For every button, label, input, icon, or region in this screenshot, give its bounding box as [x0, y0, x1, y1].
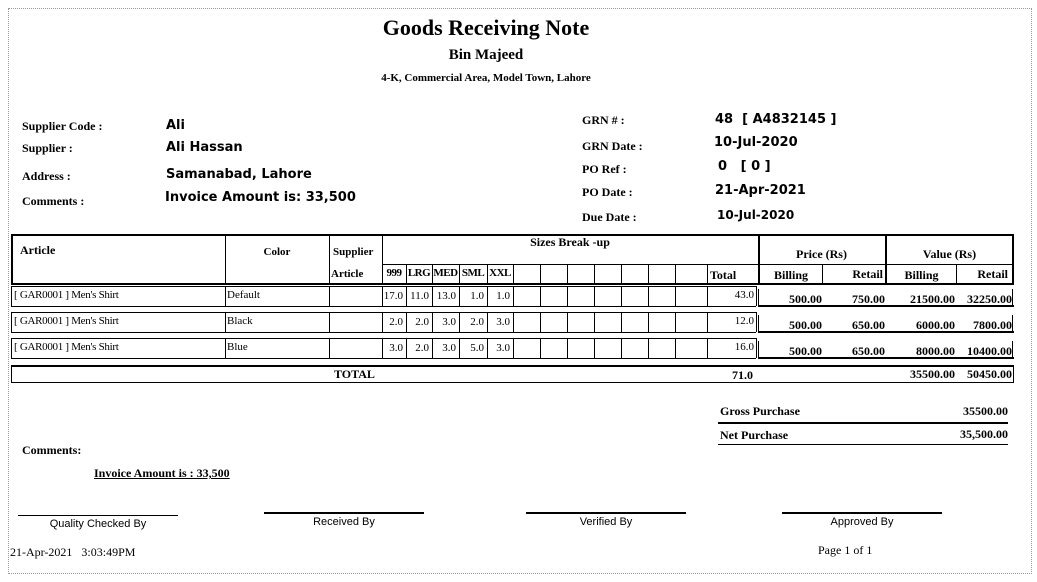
footer-comments-text: Invoice Amount is : 33,500 — [94, 466, 230, 480]
row-size-qty: 13.0 — [436, 290, 456, 302]
row-price-retail: 650.00 — [852, 344, 885, 358]
row-size-qty: 17.0 — [383, 290, 403, 302]
totals-top-rule — [11, 365, 1014, 367]
row-value-billing: 6000.00 — [916, 318, 955, 332]
header-size-lrg: LRG — [407, 267, 431, 279]
row-size-rule — [621, 286, 622, 306]
row-size-rule — [594, 338, 595, 358]
row-size-qty: 2.0 — [389, 316, 403, 328]
signature-line-verified — [526, 512, 686, 514]
supplier-label: Supplier : — [22, 141, 73, 155]
gross-purchase-label: Gross Purchase — [720, 404, 800, 418]
row-size-rule — [540, 312, 541, 332]
grn-date-value: 10-Jul-2020 — [714, 135, 798, 150]
sizes-subheader-rule — [382, 264, 758, 265]
row-size-qty: 3.0 — [496, 316, 510, 328]
comments-value: Invoice Amount is: 33,500 — [165, 190, 356, 205]
size-col-divider — [567, 264, 568, 283]
company-name: Bin Majeed — [448, 47, 524, 63]
header-value-retail: Retail — [977, 267, 1008, 281]
header-size-999: 999 — [386, 267, 402, 279]
row-end-rule — [756, 312, 757, 332]
row-size-qty: 2.0 — [415, 342, 429, 354]
header-price: Price (Rs) — [796, 247, 847, 261]
row-size-rule — [675, 286, 676, 306]
row-size-qty: 1.0 — [470, 290, 484, 302]
summary-bottom-line — [718, 444, 1008, 445]
row-size-qty: 3.0 — [442, 342, 456, 354]
row-size-rule — [675, 312, 676, 332]
grn-date-label: GRN Date : — [582, 139, 643, 153]
size-col-divider — [594, 264, 595, 283]
row-size-qty: 3.0 — [442, 316, 456, 328]
report-title: Goods Receiving Note — [382, 15, 590, 40]
header-color: Color — [263, 246, 291, 258]
row-top-rule — [11, 286, 756, 287]
row-size-qty: 2.0 — [415, 316, 429, 328]
totals-value-billing: 35500.00 — [910, 367, 955, 381]
signature-verified: Verified By — [579, 516, 633, 528]
row-size-rule — [540, 286, 541, 306]
size-col-divider — [648, 264, 649, 283]
header-sizes-breakup: Sizes Break -up — [530, 235, 610, 249]
row-color: Default — [227, 289, 260, 301]
row-left-rule — [11, 286, 12, 306]
row-bottom-rule — [11, 358, 756, 359]
row-size-qty: 3.0 — [496, 342, 510, 354]
row-size-rule — [648, 286, 649, 306]
signature-line-quality — [18, 515, 178, 516]
net-purchase-label: Net Purchase — [720, 428, 789, 442]
row-size-rule — [594, 312, 595, 332]
totals-value-retail: 50450.00 — [967, 367, 1012, 381]
header-size-sml: SML — [461, 267, 485, 279]
company-address: 4-K, Commercial Area, Model Town, Lahore — [381, 72, 591, 84]
row-left-rule — [11, 338, 12, 358]
row-value-retail: 7800.00 — [973, 318, 1012, 332]
row-total-qty: 43.0 — [734, 289, 754, 301]
signature-line-received — [264, 512, 424, 514]
totals-left-rule — [11, 365, 12, 383]
report-page — [8, 8, 1032, 574]
address-label: Address : — [22, 169, 71, 183]
size-col-divider — [621, 264, 622, 283]
size-col-divider — [540, 264, 541, 283]
size-col-divider — [707, 264, 708, 283]
due-date-value: 10-Jul-2020 — [717, 208, 795, 222]
row-size-rule — [675, 338, 676, 358]
row-size-qty: 5.0 — [470, 342, 484, 354]
row-price-left — [758, 289, 759, 306]
po-ref-label: PO Ref : — [582, 162, 627, 176]
row-top-rule — [11, 338, 756, 339]
row-value-retail: 10400.00 — [967, 344, 1012, 358]
row-price-left — [758, 315, 759, 332]
row-col-rule — [225, 286, 226, 306]
row-price-retail: 750.00 — [852, 292, 885, 306]
row-value-right — [1012, 315, 1013, 332]
header-supplier: Supplier — [333, 246, 374, 258]
header-size-med: MED — [433, 267, 458, 279]
row-col-rule — [329, 286, 330, 306]
signature-received: Received By — [313, 516, 375, 528]
row-size-rule — [513, 338, 514, 358]
row-col-rule — [225, 338, 226, 358]
row-color: Black — [227, 315, 253, 327]
row-size-qty: 3.0 — [389, 342, 403, 354]
row-col-rule — [225, 312, 226, 332]
size-col-divider — [675, 264, 676, 283]
row-value-right — [1012, 289, 1013, 306]
signature-line-approved — [782, 512, 942, 514]
row-size-qty: 2.0 — [470, 316, 484, 328]
row-col-rule — [329, 312, 330, 332]
summary-divider — [718, 422, 1008, 424]
row-size-rule — [513, 286, 514, 306]
row-end-rule — [756, 286, 757, 306]
row-size-rule — [567, 286, 568, 306]
signature-quality-checked: Quality Checked By — [49, 518, 147, 530]
row-size-rule — [540, 338, 541, 358]
row-size-qty: 11.0 — [410, 290, 429, 302]
size-col-divider — [513, 264, 514, 283]
row-article: [ GAR0001 ] Men's Shirt — [14, 315, 119, 327]
price-value-subrule — [758, 264, 1014, 265]
row-size-rule — [621, 338, 622, 358]
row-price-billing: 500.00 — [789, 344, 822, 358]
totals-label: TOTAL — [334, 367, 375, 381]
row-color: Blue — [227, 341, 248, 353]
row-end-rule — [756, 338, 757, 358]
comments-label: Comments : — [22, 194, 85, 208]
header-total: Total — [710, 268, 737, 282]
row-left-rule — [11, 312, 12, 332]
row-value-billing: 21500.00 — [910, 292, 955, 306]
header-supplier-article: Article — [331, 268, 364, 280]
due-date-label: Due Date : — [582, 210, 637, 224]
gross-purchase-value: 35500.00 — [963, 404, 1008, 418]
row-value-billing: 8000.00 — [916, 344, 955, 358]
grn-value: 48 [ A4832145 ] — [715, 112, 837, 127]
header-price-billing: Billing — [773, 268, 808, 282]
row-size-rule — [621, 312, 622, 332]
totals-qty: 71.0 — [732, 368, 753, 382]
row-price-retail: 650.00 — [852, 318, 885, 332]
po-date-label: PO Date : — [582, 185, 633, 199]
totals-bottom-rule — [11, 382, 1014, 383]
row-bottom-rule — [11, 306, 756, 307]
row-article: [ GAR0001 ] Men's Shirt — [14, 341, 119, 353]
supplier-code-label: Supplier Code : — [22, 119, 103, 133]
row-size-qty: 1.0 — [496, 290, 510, 302]
row-value-retail: 32250.00 — [967, 292, 1012, 306]
row-size-rule — [567, 338, 568, 358]
header-value-billing: Billing — [904, 268, 939, 282]
row-top-rule — [11, 312, 756, 313]
net-purchase-value: 35,500.00 — [960, 427, 1008, 441]
row-price-billing: 500.00 — [789, 292, 822, 306]
table-header-bottom — [11, 283, 1014, 285]
row-size-rule — [594, 286, 595, 306]
address-value: Samanabad, Lahore — [166, 167, 312, 182]
supplier-code-value: Ali — [166, 118, 185, 133]
header-article: Article — [20, 243, 56, 257]
row-value-right — [1012, 341, 1013, 358]
grn-label: GRN # : — [582, 113, 625, 127]
table-col-divider — [225, 234, 226, 283]
row-size-rule — [648, 338, 649, 358]
supplier-value: Ali Hassan — [166, 140, 243, 155]
table-header-left — [11, 234, 13, 285]
po-date-value: 21-Apr-2021 — [715, 183, 806, 198]
page-number: Page 1 of 1 — [818, 543, 873, 557]
row-size-rule — [648, 312, 649, 332]
header-price-retail: Retail — [852, 267, 883, 281]
table-col-divider — [329, 234, 330, 283]
totals-right-rule — [1013, 365, 1014, 383]
row-price-left — [758, 341, 759, 358]
row-bottom-rule — [11, 332, 756, 333]
row-size-rule — [567, 312, 568, 332]
row-col-rule — [329, 338, 330, 358]
row-article: [ GAR0001 ] Men's Shirt — [14, 289, 119, 301]
header-value: Value (Rs) — [922, 247, 977, 261]
row-total-qty: 12.0 — [734, 315, 754, 327]
signature-approved: Approved By — [830, 516, 894, 528]
footer-comments-label: Comments: — [22, 443, 82, 457]
header-size-xxl: XXL — [489, 267, 511, 279]
printed-timestamp: 21-Apr-2021 3:03:49PM — [10, 545, 136, 559]
row-size-rule — [513, 312, 514, 332]
row-total-qty: 16.0 — [734, 341, 754, 353]
row-price-billing: 500.00 — [789, 318, 822, 332]
po-ref-value: 0 [ 0 ] — [718, 159, 771, 174]
